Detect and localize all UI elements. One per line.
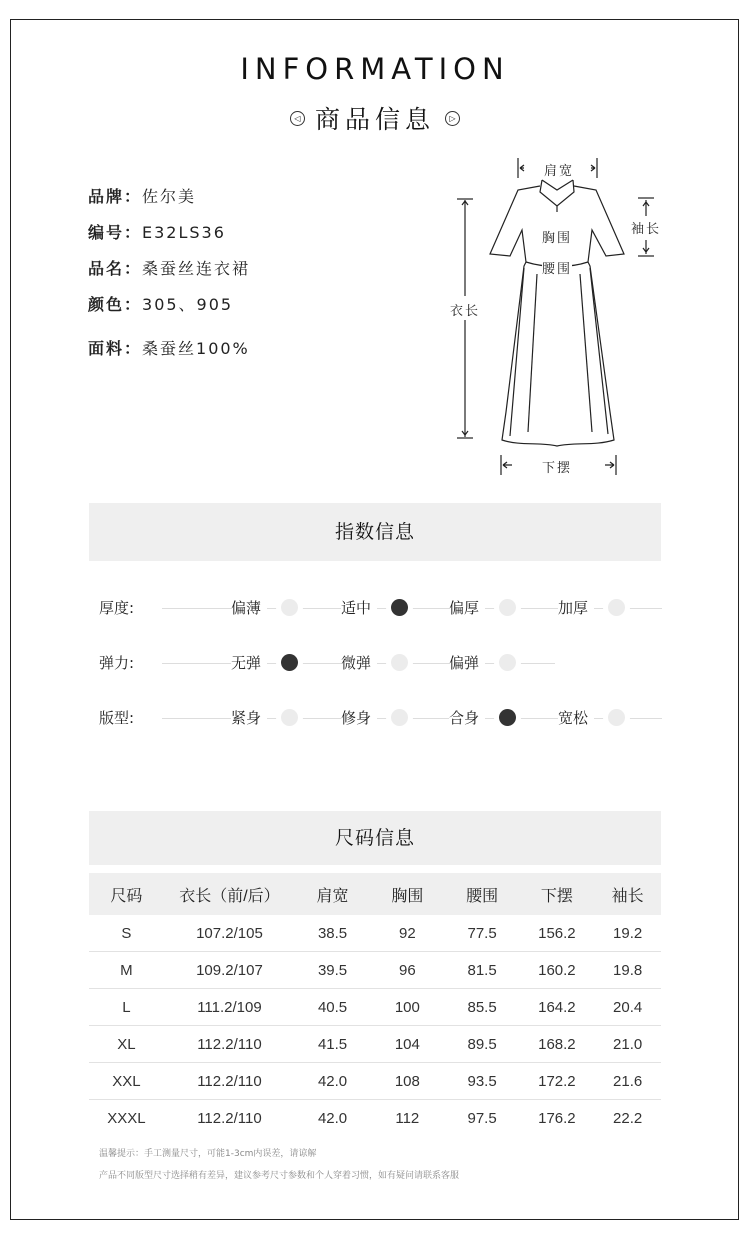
color-row: 颜色：305、905 xyxy=(88,295,234,314)
table-row: XL 112.2/110 41.5 104 89.5 168.2 21.0 xyxy=(89,1026,661,1063)
measure-note: 温馨提示：手工测量尺寸，可能1-3cm内误差，请谅解 xyxy=(99,1149,317,1159)
size-table-header xyxy=(89,873,661,915)
table-row: XXL 112.2/110 42.0 108 93.5 172.2 21.6 xyxy=(89,1063,661,1100)
fit-note: 产品不同版型尺寸选择稍有差异，建议参考尺寸参数和个人穿着习惯，如有疑问请联系客服 xyxy=(99,1171,460,1181)
length-label: 衣长 xyxy=(450,300,480,319)
table-row: S 107.2/105 38.5 92 77.5 156.2 19.2 xyxy=(89,915,661,952)
hem-label: 下摆 xyxy=(542,457,572,476)
name-row: 品名：桑蚕丝连衣裙 xyxy=(88,259,251,278)
right-arrow-icon: ▷ xyxy=(445,111,460,126)
table-row: XXXL 112.2/110 42.0 112 97.5 176.2 22.2 xyxy=(107,1109,643,1127)
col-shoulder: 肩宽 xyxy=(295,873,370,915)
left-arrow-icon: ◁ xyxy=(290,111,305,126)
subtitle-text: 商品信息 xyxy=(314,105,435,134)
fit-label: 版型: xyxy=(99,709,135,727)
col-length: 衣长（前/后） xyxy=(164,873,295,915)
col-hem: 下摆 xyxy=(520,873,595,915)
table-row: M 109.2/107 39.5 96 81.5 160.2 19.8 xyxy=(89,952,661,989)
col-sleeve: 袖长 xyxy=(594,873,661,915)
table-row: L 111.2/109 40.5 100 85.5 164.2 20.4 xyxy=(89,989,661,1026)
fit-row: 版型: 紧身 修身 合身 宽松 xyxy=(89,706,669,730)
page-title: INFORMATION xyxy=(240,52,510,86)
col-chest: 胸围 xyxy=(370,873,445,915)
size-section-title: 尺码信息 xyxy=(89,811,661,865)
col-size: 尺码 xyxy=(89,873,164,915)
fabric-row: 面料：桑蚕丝100% xyxy=(88,339,250,358)
chest-label: 胸围 xyxy=(542,231,573,246)
elasticity-row: 弹力: 无弹 微弹 偏弹 xyxy=(89,651,669,675)
page-subtitle xyxy=(0,100,750,136)
brand-row: 品牌：佐尔美 xyxy=(88,187,197,206)
index-section-title: 指数信息 xyxy=(89,503,661,561)
waist-label: 腰围 xyxy=(542,262,573,277)
size-table xyxy=(89,873,661,1136)
col-waist: 腰围 xyxy=(445,873,520,915)
dress-diagram xyxy=(440,150,670,480)
elasticity-label: 弹力: xyxy=(99,654,135,672)
thickness-row: 厚度: 偏薄 适中 偏厚 加厚 xyxy=(89,596,669,620)
sleeve-label: 袖长 xyxy=(631,218,661,237)
shoulder-label: 肩宽 xyxy=(544,160,574,179)
code-row: 编号：E32LS36 xyxy=(88,223,226,242)
thickness-label: 厚度: xyxy=(99,599,135,617)
